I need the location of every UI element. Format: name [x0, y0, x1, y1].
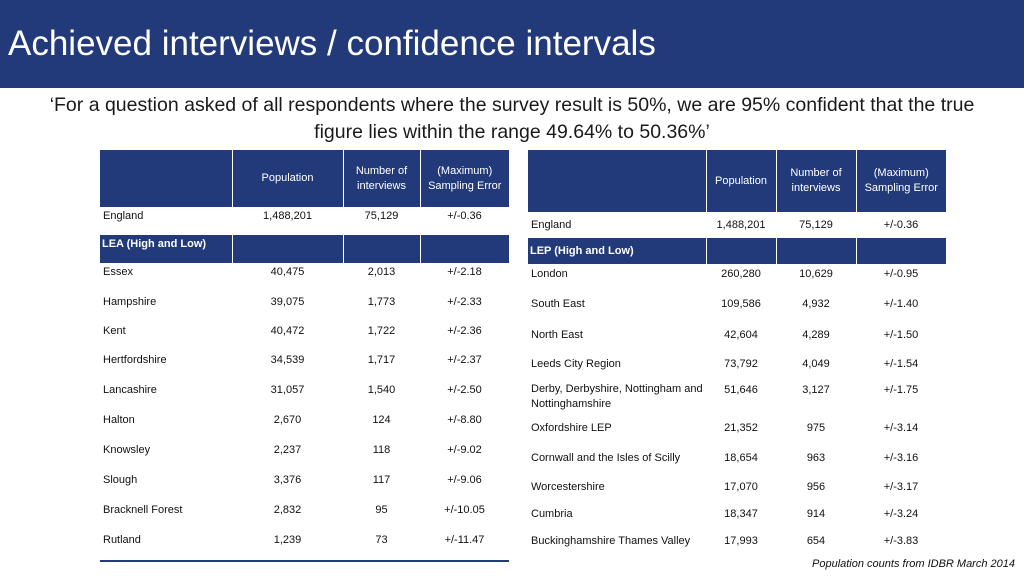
- population-value: 1,239: [273, 534, 302, 546]
- lep-section-row: [528, 238, 946, 264]
- source-footnote: Population counts from IDBR March 2014: [812, 558, 1015, 570]
- table-row: [100, 471, 509, 501]
- region-name: Hampshire: [103, 296, 157, 308]
- sampling-error-value: +/-9.06: [447, 474, 482, 486]
- interviews-value: 124: [372, 414, 391, 426]
- lep-section-blank: [776, 238, 856, 264]
- table-row: [100, 263, 509, 293]
- lep-england-interviews: 75,129: [799, 219, 833, 231]
- sampling-error-value: +/-3.14: [883, 422, 919, 434]
- interviews-value: 975: [806, 422, 826, 434]
- interviews-value: 4,932: [802, 297, 830, 310]
- lea-england-population: 1,488,201: [263, 210, 312, 222]
- sampling-error-value: +/-2.18: [447, 266, 482, 278]
- sampling-error-value: +/-1.75: [883, 384, 919, 396]
- region-name: Buckinghamshire Thames Valley: [531, 534, 691, 547]
- table-row: [100, 411, 509, 441]
- lep-header-blank: [528, 150, 706, 212]
- population-value: 40,472: [270, 325, 305, 337]
- lea-header-interviews: [343, 150, 420, 207]
- lep-header-sampling-error: [856, 150, 946, 212]
- sampling-error-value: +/-3.16: [883, 452, 919, 464]
- region-name: Worcestershire: [531, 481, 605, 493]
- interviews-value: 2,013: [367, 266, 396, 278]
- region-name: Lancashire: [103, 384, 157, 396]
- population-value: 3,376: [273, 474, 302, 486]
- lea-header-sampling-error-label: (Maximum) Sampling Error: [428, 164, 502, 192]
- region-name: London: [531, 268, 568, 280]
- population-value: 109,586: [721, 297, 761, 310]
- table-row: [528, 413, 946, 443]
- population-value: 40,475: [270, 266, 305, 278]
- sampling-error-value: +/-2.37: [447, 354, 482, 366]
- interviews-value: 117: [372, 474, 391, 486]
- region-name: South East: [531, 297, 585, 310]
- table-row: [100, 293, 509, 322]
- lea-section-blank: [343, 235, 420, 263]
- region-name: Rutland: [103, 534, 141, 546]
- sampling-error-value: +/-3.83: [883, 534, 919, 547]
- interviews-value: 10,629: [799, 268, 833, 280]
- region-name: Essex: [103, 266, 133, 278]
- sampling-error-value: +/-3.24: [883, 507, 919, 520]
- table-row: [528, 501, 946, 526]
- interviews-value: 956: [806, 481, 826, 493]
- lea-england-row: [100, 207, 509, 235]
- lep-header-interviews: [776, 150, 856, 212]
- lep-section-blank: [856, 238, 946, 264]
- lep-england-name: England: [531, 219, 572, 231]
- sampling-error-value: +/-9.02: [447, 444, 482, 456]
- sampling-error-value: +/-3.17: [883, 481, 919, 493]
- lea-section-blank: [232, 235, 343, 263]
- table-row: [100, 351, 509, 381]
- table-row: [528, 473, 946, 501]
- lea-header-population: Population: [232, 150, 343, 207]
- lep-england-population: 1,488,201: [716, 219, 766, 231]
- lep-header-interviews-label: Number of interviews: [790, 167, 842, 194]
- interviews-value: 1,722: [367, 325, 396, 337]
- lea-section-blank: [420, 235, 509, 263]
- population-value: 2,832: [273, 504, 302, 516]
- sampling-error-value: +/-2.50: [447, 384, 482, 396]
- interviews-value: 1,540: [367, 384, 396, 396]
- sampling-error-value: +/-10.05: [444, 504, 485, 516]
- population-value: 17,070: [724, 481, 758, 493]
- population-value: 18,654: [724, 452, 758, 464]
- interviews-value: 654: [806, 534, 826, 547]
- interviews-value: 118: [372, 444, 391, 456]
- lea-england-interviews: 75,129: [364, 210, 399, 222]
- lea-header-blank: [100, 150, 232, 207]
- table-row: [528, 526, 946, 555]
- page-title: Achieved interviews / confidence intervals: [8, 24, 656, 63]
- interviews-value: 95: [375, 504, 388, 516]
- region-name: North East: [531, 329, 583, 341]
- population-value: 260,280: [721, 268, 761, 280]
- table-row: [528, 381, 946, 413]
- lea-header-sampling-error: [420, 150, 509, 207]
- population-value: 42,604: [724, 329, 758, 341]
- table-row: [100, 501, 509, 531]
- population-value: 18,347: [724, 507, 758, 520]
- region-name: Kent: [103, 325, 126, 337]
- table-row: [100, 441, 509, 471]
- interviews-value: 914: [806, 507, 826, 520]
- table-row: [100, 381, 509, 411]
- title-bar: [0, 0, 1024, 88]
- sampling-error-value: +/-2.36: [447, 325, 482, 337]
- interviews-value: 1,773: [367, 296, 396, 308]
- sampling-error-value: +/-11.47: [444, 534, 485, 546]
- lea-england-error: +/-0.36: [447, 210, 482, 222]
- sampling-error-value: +/-1.54: [883, 358, 919, 370]
- lea-section-row: [100, 235, 509, 263]
- lep-header-row: [528, 150, 946, 212]
- lea-table: [100, 150, 509, 562]
- sampling-error-value: +/-0.95: [883, 268, 919, 280]
- interviews-value: 1,717: [367, 354, 396, 366]
- sampling-error-value: +/-2.33: [447, 296, 482, 308]
- confidence-statement: ‘For a question asked of all respondents where the survey result is 50%, we are 95% confident that the true figure lies within the range 49.64% to 50.36%’: [49, 94, 975, 143]
- interviews-value: 4,289: [802, 329, 830, 341]
- lea-header-interviews-label: Number of interviews: [355, 164, 408, 192]
- lep-header-sampling-error-label: (Maximum) Sampling Error: [864, 167, 938, 194]
- lep-table: [528, 150, 946, 555]
- lea-section-label: LEA (High and Low): [100, 235, 232, 263]
- sampling-error-value: +/-1.50: [883, 329, 919, 341]
- population-value: 21,352: [724, 422, 758, 434]
- lep-england-row: [528, 212, 946, 238]
- population-value: 31,057: [270, 384, 305, 396]
- population-value: 17,993: [724, 534, 758, 547]
- lea-header-row: [100, 150, 509, 207]
- region-name: Oxfordshire LEP: [531, 422, 612, 434]
- interviews-value: 963: [806, 452, 826, 464]
- lea-england-name: England: [103, 210, 144, 222]
- table-row: [100, 531, 509, 561]
- region-name: Hertfordshire: [103, 354, 167, 366]
- table-row: [528, 284, 946, 323]
- sampling-error-value: +/-8.80: [447, 414, 482, 426]
- table-row: [528, 347, 946, 381]
- table-row: [528, 443, 946, 473]
- region-name: Knowsley: [103, 444, 151, 456]
- table-row: [100, 322, 509, 351]
- region-name: Slough: [103, 474, 138, 486]
- population-value: 34,539: [270, 354, 305, 366]
- population-value: 2,237: [273, 444, 302, 456]
- lep-header-population: Population: [706, 150, 776, 212]
- interviews-value: 73: [375, 534, 388, 546]
- region-name: Cornwall and the Isles of Scilly: [531, 452, 681, 464]
- lep-section-label: LEP (High and Low): [528, 238, 706, 264]
- region-name: Cumbria: [531, 507, 573, 520]
- table-row: [528, 264, 946, 284]
- population-value: 73,792: [724, 358, 758, 370]
- interviews-value: 4,049: [802, 358, 830, 370]
- interviews-value: 3,127: [802, 384, 830, 396]
- region-name: Halton: [103, 414, 135, 426]
- region-name: Bracknell Forest: [103, 504, 183, 516]
- sampling-error-value: +/-1.40: [883, 297, 919, 310]
- region-name: Derby, Derbyshire, Nottingham and Nottinghamshire: [531, 383, 703, 410]
- population-value: 51,646: [724, 384, 758, 396]
- population-value: 2,670: [273, 414, 302, 426]
- population-value: 39,075: [270, 296, 305, 308]
- table-row: [528, 323, 946, 347]
- region-name: Leeds City Region: [531, 358, 621, 370]
- lep-section-blank: [706, 238, 776, 264]
- lep-england-error: +/-0.36: [883, 219, 919, 231]
